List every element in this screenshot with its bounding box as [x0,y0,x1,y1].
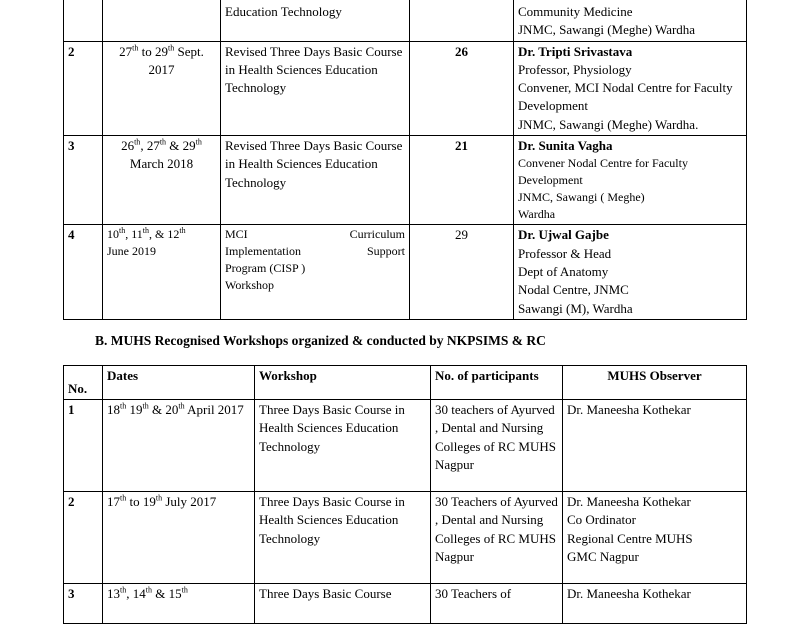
row-workshop: Three Days Basic Course in Health Sciences Education Technology [255,400,431,492]
row-course: Revised Three Days Basic Course in Health Sciences Education Technology [221,41,410,135]
row-number: 1 [64,400,103,492]
observer-line: Dr. Maneesha Kothekar [567,402,691,417]
resource-name: Dr. Tripti Srivastava [518,43,633,59]
header-observer: MUHS Observer [563,366,747,400]
row-course: MCI Curriculum Implementation Support Program (CISP ) Workshop [221,225,410,319]
header-no: No. [64,366,103,400]
workshops-table-b [63,365,747,624]
row-course: Revised Three Days Basic Course in Health Sciences Education Technology [221,136,410,225]
row-dates: 18th 19th & 20th April 2017 [103,400,255,492]
row-resource [514,41,747,135]
row-observer [563,584,747,624]
row-number: 2 [64,41,103,135]
resource-line: Community Medicine [518,4,633,19]
table-row [64,584,747,624]
observer-line: Dr. Maneesha Kothekar [567,586,691,601]
observer-line: Dr. Maneesha Kothekar [567,494,691,509]
resource-name: Dr. Sunita Vagha [518,138,613,154]
resource-line: JNMC, Sawangi (Meghe) Wardha. [518,116,699,132]
row-resource [514,225,747,319]
resource-line: Professor & Head [518,245,612,261]
row-number: 4 [64,225,103,319]
header-dates: Dates [103,366,255,400]
row-dates: 17th to 19th July 2017 [103,492,255,584]
row-course [221,0,410,41]
row-resource [514,136,747,225]
row-number [64,0,103,41]
table-row [64,0,747,41]
table-row [64,41,747,135]
row-workshop: Three Days Basic Course [255,584,431,624]
resource-line: Wardha [518,207,556,222]
row-participants [410,0,514,41]
table-header-row [64,366,747,400]
row-number: 3 [64,584,103,624]
row-dates: 10th, 11th, & 12th June 2019 [103,225,221,319]
observer-line: Regional Centre MUHS [567,530,693,546]
row-number: 3 [64,136,103,225]
row-number: 2 [64,492,103,584]
course-text: Education Technology [225,4,342,19]
resource-line: Sawangi (M), Wardha [518,300,633,316]
row-observer [563,492,747,584]
row-participants: 30 Teachers of [431,584,563,624]
row-observer [563,400,747,492]
table-row [64,492,747,584]
row-dates [103,0,221,41]
resource-line: JNMC, Sawangi (Meghe) Wardha [518,22,696,38]
resource-line: Nodal Centre, JNMC [518,282,629,298]
row-dates: 27th to 29th Sept. 2017 [103,41,221,135]
row-participants: 29 [410,225,514,319]
row-participants: 21 [410,136,514,225]
section-b-heading: B. MUHS Recognised Workshops organized & conducted by NKPSIMS & RC [95,333,546,348]
header-workshop: Workshop [255,366,431,400]
workshops-table-a [63,0,747,320]
row-workshop: Three Days Basic Course in Health Sciences Education Technology [255,492,431,584]
row-participants: 30 Teachers of Ayurved , Dental and Nursing Colleges of RC MUHS Nagpur [431,492,563,584]
observer-line: GMC Nagpur [567,548,639,564]
resource-line: Convener Nodal Centre for Faculty Development [518,156,688,188]
header-participants: No. of participants [431,366,563,400]
row-participants: 26 [410,41,514,135]
observer-line: Co Ordinator [567,512,636,528]
table-row [64,225,747,319]
resource-line: Professor, Physiology [518,61,632,77]
resource-line: Dept of Anatomy [518,263,609,279]
resource-line: Convener, MCI Nodal Centre for Faculty Development [518,80,733,114]
row-dates: 26th, 27th & 29th March 2018 [103,136,221,225]
resource-line: JNMC, Sawangi ( Meghe) [518,190,645,205]
resource-name: Dr. Ujwal Gajbe [518,227,609,243]
row-resource [514,0,747,41]
row-participants: 30 teachers of Ayurved , Dental and Nursing Colleges of RC MUHS Nagpur [431,400,563,492]
table-row [64,136,747,225]
row-dates: 13th, 14th & 15th [103,584,255,624]
table-row [64,400,747,492]
